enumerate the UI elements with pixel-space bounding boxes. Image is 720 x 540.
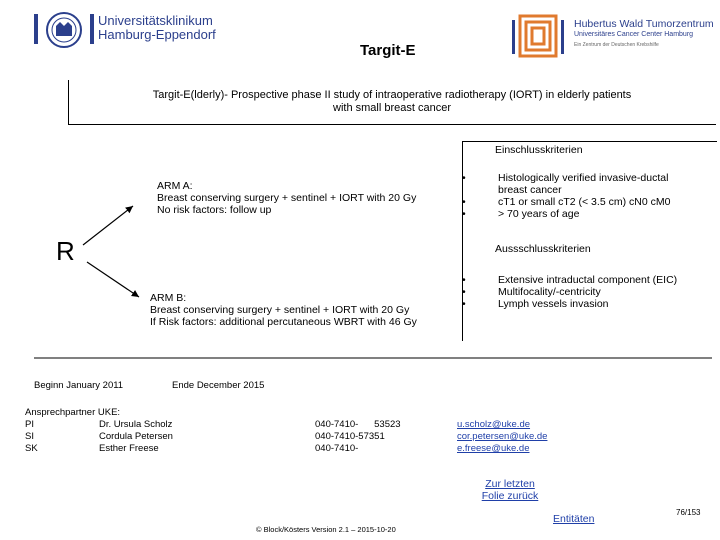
inclusion-list: [460, 172, 690, 220]
uke-logo-line2: Hamburg-Eppendorf: [98, 27, 216, 42]
contacts-heading: Ansprechpartner UKE:: [25, 407, 121, 418]
contact-phone: 040-7410-: [315, 443, 359, 454]
timeline-begin: Beginn January 2011: [34, 380, 124, 391]
contact-phone: 040-7410- 53523: [315, 419, 401, 430]
contact-phone: 040-7410-57351: [315, 431, 385, 442]
contact-email[interactable]: e.freese@uke.de: [457, 443, 530, 454]
contact-email[interactable]: cor.petersen@uke.de: [457, 431, 548, 442]
study-title-line1: Targit-E(lderly)- Prospective phase II study of intraoperative radiotherapy (IORT) in elderly patients: [152, 89, 632, 101]
arm-b-treatment: Breast conserving surgery + sentinel + IORT with 20 Gy: [150, 304, 410, 316]
copyright: © Block/Kösters Version 2.1 – 2015-10-20: [256, 525, 396, 534]
page-title: Targit-E: [360, 42, 416, 59]
page-number: 76/153: [676, 508, 701, 517]
hw-logo-line2: Universitäres Cancer Center Hamburg: [574, 31, 694, 38]
arrow-to-arm-a: [83, 206, 133, 245]
contact-role: PI: [25, 419, 34, 430]
study-title-line2: with small breast cancer: [333, 102, 451, 114]
list-item: • > 70 years of age: [460, 208, 690, 220]
arm-b-title: ARM B:: [150, 292, 187, 304]
randomization-symbol: R: [56, 236, 75, 266]
exclusion-list: [460, 274, 690, 310]
back-link-line2: Folie zurück: [481, 490, 539, 502]
inclusion-heading: Einschlusskriterien: [495, 144, 583, 156]
contact-name: Cordula Petersen: [99, 431, 173, 442]
contact-row: [25, 419, 585, 431]
arm-a-treatment: Breast conserving surgery + sentinel + IORT with 20 Gy: [157, 192, 417, 204]
list-item: • Lymph vessels invasion: [460, 298, 690, 310]
back-link-line1: Zur letzten: [485, 478, 535, 490]
timeline-end: Ende December 2015: [172, 380, 265, 391]
contact-name: Esther Freese: [99, 443, 159, 454]
hw-logo-line3: Ein Zentrum der Deutschen Krebshilfe: [574, 42, 659, 48]
arm-a-title: ARM A:: [157, 180, 193, 192]
list-item: • cT1 or small cT2 (< 3.5 cm) cN0 cM0: [460, 196, 690, 208]
contact-role: SI: [25, 431, 34, 442]
hw-logo-line1: Hubertus Wald Tumorzentrum: [574, 18, 714, 30]
contact-email[interactable]: u.scholz@uke.de: [457, 419, 531, 430]
arm-a-followup: No risk factors: follow up: [157, 204, 272, 216]
contact-role: SK: [25, 443, 38, 454]
entities-link[interactable]: Entitäten: [553, 513, 595, 525]
list-item: • Histologically verified invasive-ductal breast cancer: [460, 172, 690, 196]
contact-row: [25, 443, 585, 455]
criteria-panel: [462, 141, 717, 341]
contact-row: [25, 431, 585, 443]
back-link[interactable]: [474, 478, 546, 502]
list-item: • Extensive intraductal component (EIC): [460, 274, 690, 286]
uke-logo-line1: Universitätsklinikum: [98, 13, 213, 28]
exclusion-heading: Aussschlusskriterien: [495, 243, 591, 255]
arm-b-risk: If Risk factors: additional percutaneous WBRT with 46 Gy: [150, 316, 417, 328]
arm-a: [157, 180, 416, 216]
arrow-to-arm-b: [87, 262, 139, 297]
arm-b: [150, 292, 417, 328]
list-item: • Multifocality/-centricity: [460, 286, 690, 298]
contact-name: Dr. Ursula Scholz: [99, 419, 173, 430]
